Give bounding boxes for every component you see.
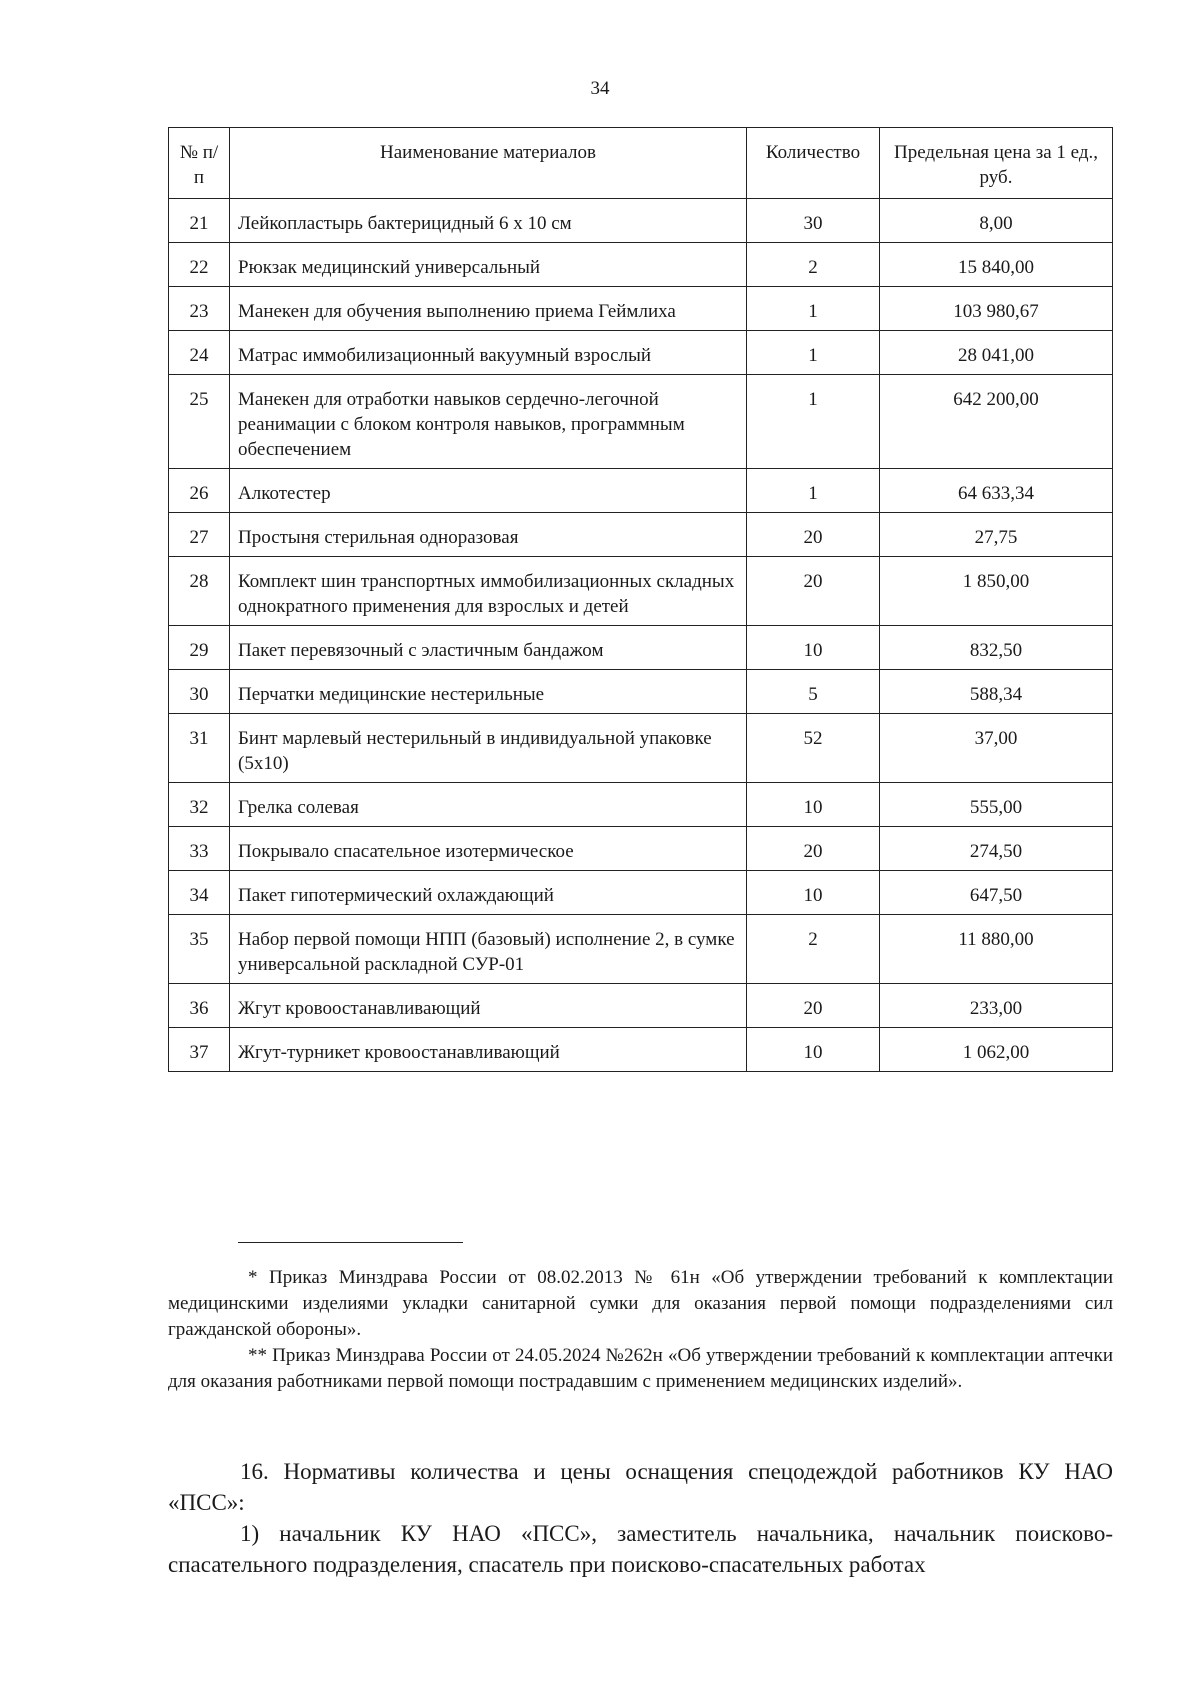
row-qty: 20 — [747, 513, 880, 557]
row-num: 33 — [169, 827, 230, 871]
row-num: 31 — [169, 714, 230, 783]
row-price: 233,00 — [880, 984, 1113, 1028]
materials-table — [168, 127, 1113, 1072]
row-price: 588,34 — [880, 670, 1113, 714]
table-header-row — [169, 128, 1113, 199]
row-num: 35 — [169, 915, 230, 984]
row-num: 23 — [169, 287, 230, 331]
header-name: Наименование материалов — [230, 128, 747, 199]
row-qty: 1 — [747, 287, 880, 331]
row-num: 21 — [169, 199, 230, 243]
row-num: 34 — [169, 871, 230, 915]
row-price: 8,00 — [880, 199, 1113, 243]
row-name: Комплект шин транспортных иммобилизационных складных однократного применения для взрослых и детей — [230, 557, 747, 626]
row-qty: 1 — [747, 331, 880, 375]
table-row — [169, 331, 1113, 375]
row-price: 274,50 — [880, 827, 1113, 871]
table-row — [169, 287, 1113, 331]
row-name: Пакет гипотермический охлаждающий — [230, 871, 747, 915]
body-text — [168, 1456, 1113, 1580]
row-num: 29 — [169, 626, 230, 670]
table-row — [169, 783, 1113, 827]
row-num: 30 — [169, 670, 230, 714]
row-qty: 20 — [747, 557, 880, 626]
table-row — [169, 557, 1113, 626]
row-num: 36 — [169, 984, 230, 1028]
row-qty: 2 — [747, 243, 880, 287]
table-row — [169, 871, 1113, 915]
table-row — [169, 915, 1113, 984]
row-price: 103 980,67 — [880, 287, 1113, 331]
row-price: 555,00 — [880, 783, 1113, 827]
row-name: Перчатки медицинские нестерильные — [230, 670, 747, 714]
row-name: Простыня стерильная одноразовая — [230, 513, 747, 557]
row-name: Жгут кровоостанавливающий — [230, 984, 747, 1028]
row-name: Манекен для отработки навыков сердечно-легочной реанимации с блоком контроля навыков, программным обеспечением — [230, 375, 747, 469]
row-qty: 1 — [747, 469, 880, 513]
row-name: Жгут-турникет кровоостанавливающий — [230, 1028, 747, 1072]
footnotes — [168, 1265, 1113, 1395]
row-num: 24 — [169, 331, 230, 375]
row-name: Покрывало спасательное изотермическое — [230, 827, 747, 871]
row-price: 11 880,00 — [880, 915, 1113, 984]
row-num: 28 — [169, 557, 230, 626]
table-row — [169, 827, 1113, 871]
row-qty: 5 — [747, 670, 880, 714]
footnote-divider — [238, 1242, 463, 1243]
row-num: 37 — [169, 1028, 230, 1072]
row-qty: 10 — [747, 1028, 880, 1072]
row-qty: 10 — [747, 871, 880, 915]
row-name: Грелка солевая — [230, 783, 747, 827]
row-price: 1 062,00 — [880, 1028, 1113, 1072]
row-name: Пакет перевязочный с эластичным бандажом — [230, 626, 747, 670]
row-num: 25 — [169, 375, 230, 469]
row-qty: 20 — [747, 827, 880, 871]
table-row — [169, 626, 1113, 670]
row-price: 1 850,00 — [880, 557, 1113, 626]
row-price: 28 041,00 — [880, 331, 1113, 375]
row-qty: 52 — [747, 714, 880, 783]
row-name: Матрас иммобилизационный вакуумный взрослый — [230, 331, 747, 375]
table-row — [169, 469, 1113, 513]
row-qty: 20 — [747, 984, 880, 1028]
footnote-1: * Приказ Минздрава России от 08.02.2013 № 61н «Об утверждении требований к комплектации медицинскими изделиями укладки санитарной сумки для оказания первой помощи подразделениями сил гражданской обороны». — [168, 1267, 1113, 1340]
row-name: Алкотестер — [230, 469, 747, 513]
row-name: Набор первой помощи НПП (базовый) исполнение 2, в сумке универсальной раскладной СУР-01 — [230, 915, 747, 984]
row-num: 32 — [169, 783, 230, 827]
header-num: № п/п — [169, 128, 230, 199]
page-number: 34 — [590, 78, 610, 99]
table-row — [169, 670, 1113, 714]
row-price: 647,50 — [880, 871, 1113, 915]
row-price: 15 840,00 — [880, 243, 1113, 287]
row-qty: 1 — [747, 375, 880, 469]
footnote-2: ** Приказ Минздрава России от 24.05.2024 №262н «Об утверждении требований к комплектации аптечки для оказания работниками первой помощи пострадавшим с применением медицинских изделий». — [168, 1345, 1113, 1392]
paragraph-item-1: 1) начальник КУ НАО «ПСС», заместитель начальника, начальник поисково-спасательного подразделения, спасатель при поисково-спасательных работах — [168, 1521, 1113, 1577]
row-name: Манекен для обучения выполнению приема Геймлиха — [230, 287, 747, 331]
header-price: Предельная цена за 1 ед., руб. — [880, 128, 1113, 199]
row-price: 642 200,00 — [880, 375, 1113, 469]
row-qty: 2 — [747, 915, 880, 984]
row-qty: 10 — [747, 783, 880, 827]
table-row — [169, 375, 1113, 469]
paragraph-16: 16. Нормативы количества и цены оснащения спецодеждой работников КУ НАО «ПСС»: — [168, 1459, 1113, 1515]
row-name: Бинт марлевый нестерильный в индивидуальной упаковке (5х10) — [230, 714, 747, 783]
row-qty: 10 — [747, 626, 880, 670]
table-row — [169, 984, 1113, 1028]
row-qty: 30 — [747, 199, 880, 243]
header-qty: Количество — [747, 128, 880, 199]
row-price: 27,75 — [880, 513, 1113, 557]
table-row — [169, 714, 1113, 783]
table-row — [169, 513, 1113, 557]
row-num: 22 — [169, 243, 230, 287]
row-num: 26 — [169, 469, 230, 513]
row-price: 37,00 — [880, 714, 1113, 783]
row-name: Лейкопластырь бактерицидный 6 х 10 см — [230, 199, 747, 243]
table-row — [169, 243, 1113, 287]
row-name: Рюкзак медицинский универсальный — [230, 243, 747, 287]
row-num: 27 — [169, 513, 230, 557]
row-price: 832,50 — [880, 626, 1113, 670]
table-row — [169, 1028, 1113, 1072]
table-row — [169, 199, 1113, 243]
row-price: 64 633,34 — [880, 469, 1113, 513]
